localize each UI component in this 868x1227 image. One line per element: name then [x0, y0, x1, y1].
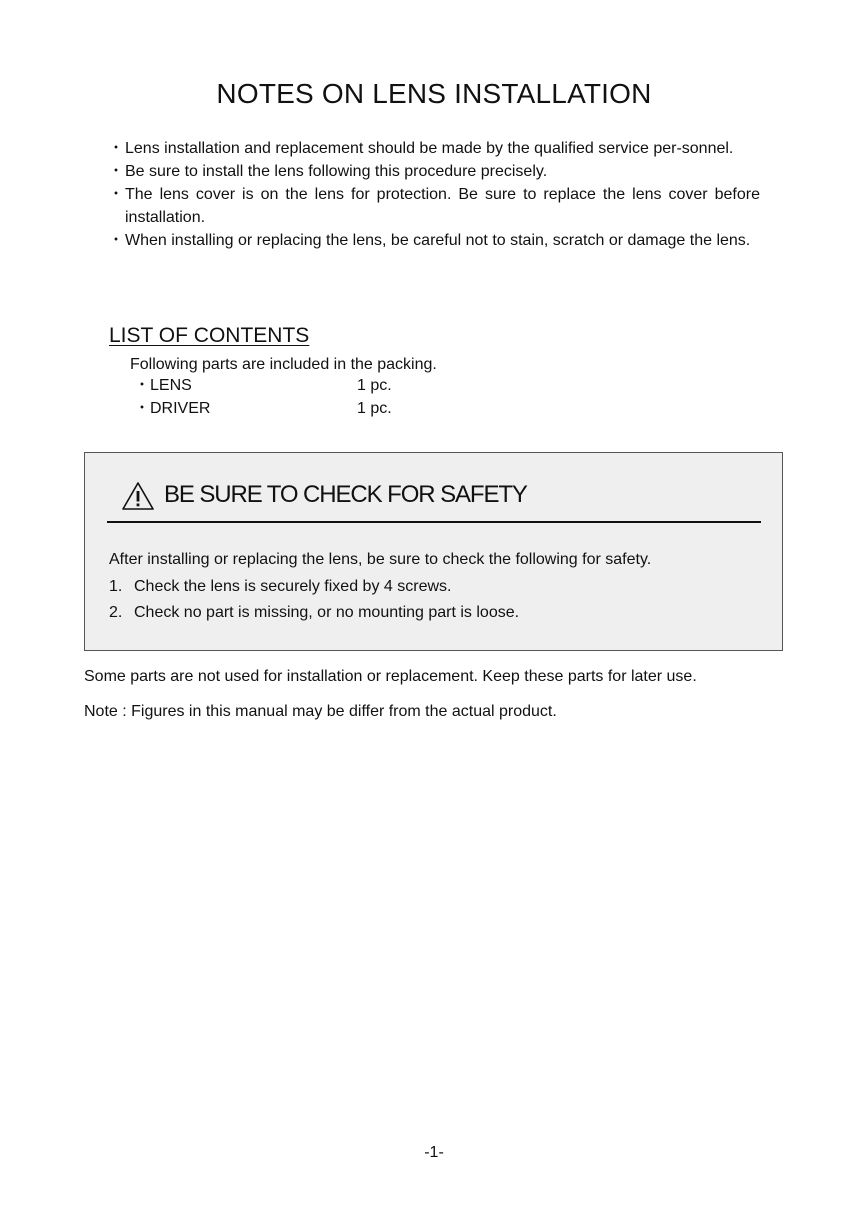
part-name: DRIVER	[150, 399, 211, 417]
safety-intro: After installing or replacing the lens, be sure to check the following for safety.	[109, 551, 652, 568]
list-item	[108, 160, 760, 183]
part-quantity: 1 pc.	[357, 399, 392, 417]
list-item	[109, 600, 519, 626]
installation-notes-list	[108, 137, 760, 252]
list-item	[108, 137, 760, 160]
contents-intro: Following parts are included in the packing.	[130, 356, 437, 373]
page-number: -1-	[424, 1144, 444, 1161]
warning-triangle-icon	[121, 481, 155, 511]
note-text: Lens installation and replacement should be made by the qualified service per-sonnel.	[125, 140, 734, 157]
spare-parts-note: Some parts are not used for installation or replacement. Keep these parts for later use.	[84, 668, 697, 685]
safety-box	[84, 452, 783, 651]
safety-title: BE SURE TO CHECK FOR SAFETY	[164, 481, 527, 508]
bullet: ・	[134, 399, 151, 417]
bullet: ・	[134, 377, 151, 394]
list-item	[108, 183, 760, 229]
note-text: Be sure to install the lens following this procedure precisely.	[125, 163, 548, 180]
step-text: Check the lens is securely fixed by 4 screws.	[134, 578, 452, 595]
part-quantity: 1 pc.	[357, 377, 392, 394]
part-name: LENS	[150, 377, 192, 394]
step-number: 1.	[109, 578, 123, 595]
note-text: When installing or replacing the lens, be careful not to stain, scratch or damage the lens.	[125, 232, 751, 249]
safety-header	[107, 479, 761, 523]
contents-heading: LIST OF CONTENTS	[109, 324, 310, 347]
step-text: Check no part is missing, or no mounting part is loose.	[134, 604, 520, 621]
note-text: The lens cover is on the lens for protection. Be sure to replace the lens cover before installation.	[125, 186, 760, 226]
bullet: ・	[108, 163, 125, 180]
bullet: ・	[108, 140, 125, 157]
safety-steps	[109, 574, 519, 626]
bullet: ・	[108, 186, 125, 203]
step-number: 2.	[109, 604, 123, 621]
figures-note: Note : Figures in this manual may be differ from the actual product.	[84, 703, 557, 720]
bullet: ・	[108, 232, 125, 249]
page-title: NOTES ON LENS INSTALLATION	[216, 78, 652, 109]
list-item	[109, 574, 519, 600]
list-item	[108, 229, 760, 252]
